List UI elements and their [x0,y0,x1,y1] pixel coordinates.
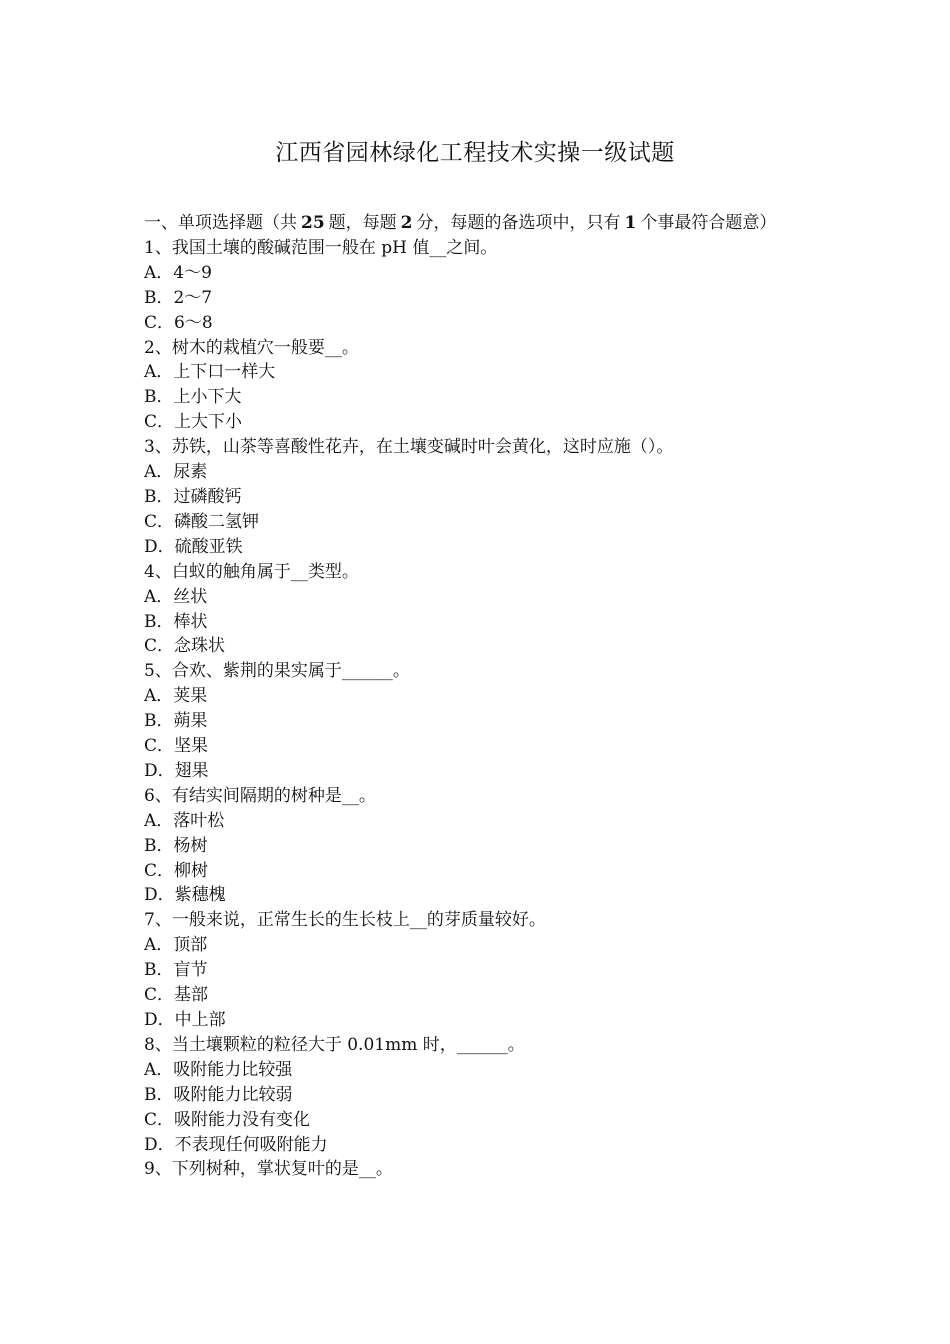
answer-option: D．硫酸亚铁 [144,536,243,557]
answer-option: D．紫穗槐 [144,885,226,906]
document-title: 江西省园林绿化工程技术实操一级试题 [275,140,675,166]
answer-option: C．6～8 [144,312,213,333]
answer-option: A．丝状 [144,586,208,607]
answer-option: C．念珠状 [144,636,226,657]
answer-option: C．柳树 [144,860,209,881]
answer-option: B．2～7 [144,287,213,308]
answer-option: D．翅果 [144,760,209,781]
section-header [144,211,808,236]
answer-option: C．坚果 [144,736,209,757]
question-stem: 9、下列树种，掌状复叶的是__。 [144,1159,393,1180]
answer-option: D．中上部 [144,1010,226,1030]
question-stem: 1、我国土壤的酸碱范围一般在 pH 值__之间。 [144,237,498,258]
answer-option: B．过磷酸钙 [144,486,242,507]
question-stem: 6、有结实间隔期的树种是__。 [144,785,376,806]
question-list [144,236,808,1182]
section-prefix: 一、单项选择题（共 [144,213,297,233]
section-mid-1: 题，每题 [328,213,397,233]
question-stem: 7、一般来说，正常生长的生长枝上__的芽质量较好。 [144,910,546,931]
answer-option: A．荚果 [144,686,208,707]
answer-option: D．不表现任何吸附能力 [144,1134,328,1155]
answer-option: B．上小下大 [144,387,242,408]
answer-option: A．上下口一样大 [144,362,276,383]
section-suffix: 个事最符合题意） [640,213,777,233]
answer-option: A．吸附能力比较强 [144,1059,293,1080]
question-stem: 4、白蚁的触角属于__类型。 [144,561,359,582]
answer-option: B．吸附能力比较弱 [144,1084,293,1105]
answer-option: A．尿素 [144,462,208,483]
answer-option: C．磷酸二氢钾 [144,511,260,532]
answer-option: A．顶部 [144,935,208,956]
document-body [144,211,808,1182]
question-stem: 3、苏铁，山茶等喜酸性花卉，在土壤变碱时叶会黄化，这时应施（）。 [144,437,674,458]
answer-option: C．吸附能力没有变化 [144,1109,311,1130]
answer-option: B．杨树 [144,835,208,856]
answer-option: A．落叶松 [144,810,225,831]
answer-option: C．上大下小 [144,412,243,433]
section-question-count: 25 [301,213,325,233]
answer-option: A．4～9 [144,262,212,283]
section-mid-2: 分，每题的备选项中，只有 [416,213,621,233]
question-stem: 2、树木的栽植穴一般要__。 [144,337,359,358]
section-one: 1 [624,213,637,233]
answer-option: B．蒴果 [144,711,208,732]
answer-option: B．盲节 [144,960,208,981]
question-stem: 8、当土壤颗粒的粒径大于 0.01mm 时，______。 [144,1034,525,1055]
question-stem: 5、合欢、紫荆的果实属于______。 [144,661,410,682]
answer-option: C．基部 [144,985,209,1006]
answer-option: B．棒状 [144,611,208,632]
section-points: 2 [400,213,413,233]
